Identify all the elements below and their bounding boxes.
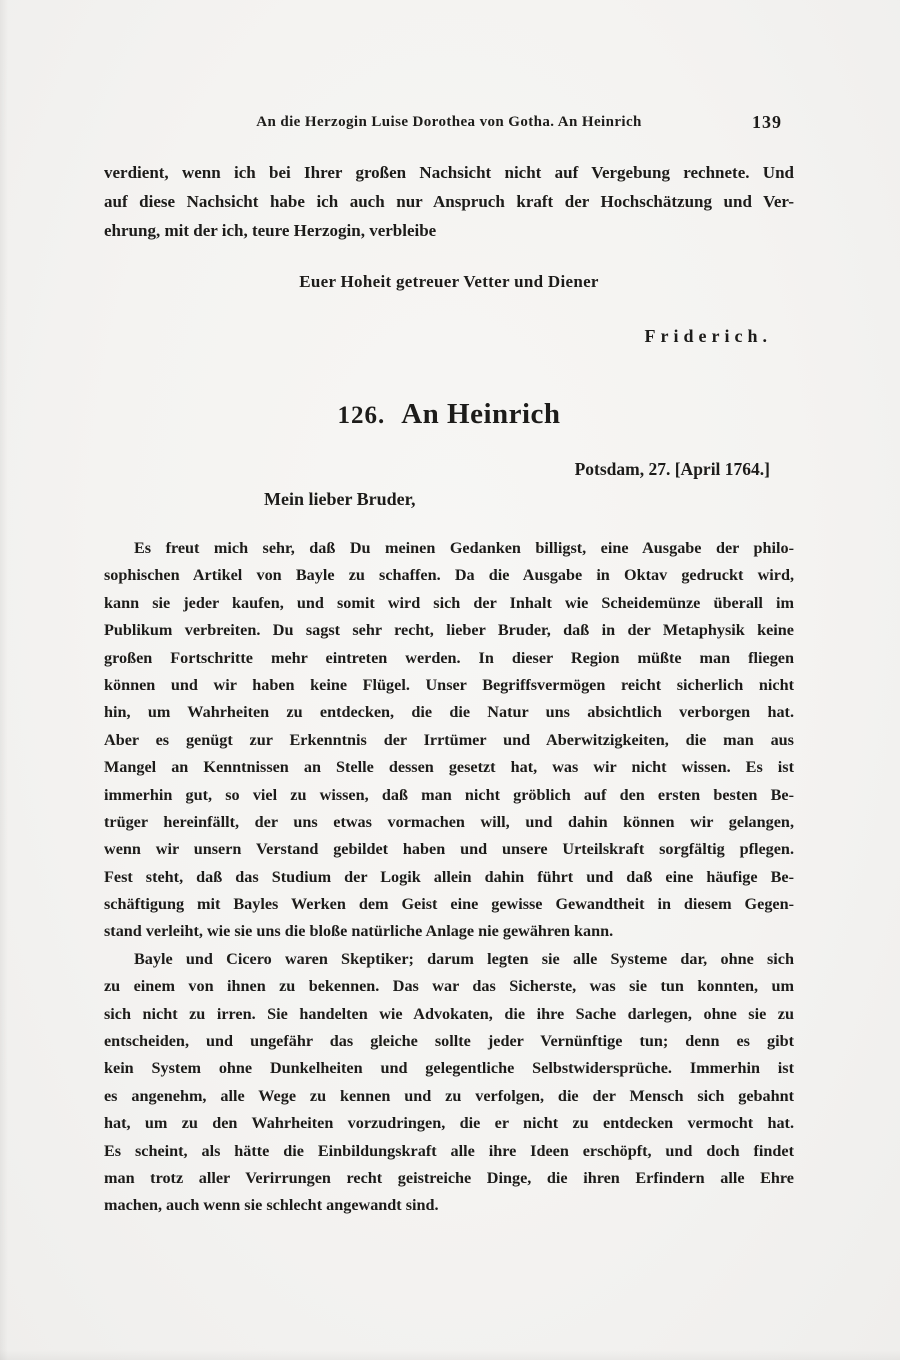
text-line: immerhin gut, so viel zu wissen, daß man nicht gröblich auf den ersten besten Be- <box>104 785 794 804</box>
letter-number: 126. <box>337 402 386 429</box>
text-line: können und wir haben keine Flügel. Unser Begriffsvermögen reicht sicherlich nicht <box>104 675 794 694</box>
text-line: Fest steht, daß das Studium der Logik allein dahin führt und daß eine häufige Be- <box>104 867 794 886</box>
text-line: man trotz aller Verirrungen recht geistreiche Dinge, die ihren Erfindern alle Ehre <box>104 1168 794 1187</box>
text-line: machen, auch wenn sie schlecht angewandt sind. <box>104 1196 439 1215</box>
text-line: kann sie jeder kaufen, und somit wird sich der Inhalt wie Scheidemünze überall im <box>104 593 794 612</box>
text-line: Es freut mich sehr, daß Du meinen Gedanken billigst, eine Ausgabe der philo- <box>134 539 794 557</box>
salutation: Mein lieber Bruder, <box>264 489 416 509</box>
text-line: großen Fortschritte mehr eintreten werden. In dieser Region müßte man fliegen <box>104 648 794 667</box>
text-line: Bayle und Cicero waren Skeptiker; darum legten sie alle Systeme dar, ohne sich <box>134 949 794 968</box>
text-line: Aber es genügt zur Erkenntnis der Irrtümer und Aberwitzigkeiten, die man aus <box>104 730 794 749</box>
previous-letter-closing <box>104 158 794 245</box>
text-line: Publikum verbreiten. Du sagst sehr recht, lieber Bruder, daß in der Metaphysik keine <box>104 621 794 640</box>
signature: Friderich. <box>644 326 772 346</box>
page-number: 139 <box>752 112 782 132</box>
text-line: es angenehm, alle Wege zu kennen und zu verfolgen, die der Mensch sich gebahnt <box>104 1086 794 1105</box>
text-line: Es scheint, als hätte die Einbildungskraft alle ihre Ideen erschöpft, und doch findet <box>104 1141 794 1160</box>
text-line: entscheiden, und ungefähr das gleiche sollte jeder Vernünftige tun; denn es gibt <box>104 1032 794 1051</box>
text-line: kein System ohne Dunkelheiten und gelegentliche Selbstwidersprüche. Immerhin ist <box>104 1059 794 1078</box>
letter-heading <box>104 398 794 431</box>
letter-title: An Heinrich <box>401 398 561 430</box>
valediction: Euer Hoheit getreuer Vetter und Diener <box>299 272 599 291</box>
text-line: sich nicht zu irren. Sie handelten wie Advokaten, die ihre Sache darlegen, ohne sie zu <box>104 1004 794 1023</box>
text-line: hat, um zu den Wahrheiten vorzudringen, die er nicht zu entdecken vermocht hat. <box>104 1114 794 1133</box>
text-line: hin, um Wahrheiten zu entdecken, die die Natur uns absichtlich verborgen hat. <box>104 703 794 722</box>
text-line: sophischen Artikel von Bayle zu schaffen. Da die Ausgabe in Oktav gedruckt wird, <box>104 566 794 585</box>
text-line: Mangel an Kenntnissen an Stelle dessen gesetzt hat, was wir nicht wissen. Es ist <box>104 758 794 777</box>
text-line: zu einem von ihnen zu bekennen. Das war das Sicherste, was sie tun konnten, um <box>104 977 794 996</box>
letter-body <box>104 535 794 1220</box>
text-line: auf diese Nachsicht habe ich auch nur Anspruch kraft der Hochschätzung und Ver- <box>104 192 794 211</box>
dateline: Potsdam, 27. [April 1764.] <box>574 459 770 479</box>
running-head: An die Herzogin Luise Dorothea von Gotha. An Heinrich <box>256 114 642 130</box>
text-line: trüger hereinfällt, der uns etwas vormachen will, und dahin können wir gelangen, <box>104 812 794 831</box>
text-line: ehrung, mit der ich, teure Herzogin, verbleibe <box>104 221 437 240</box>
text-line: verdient, wenn ich bei Ihrer großen Nachsicht nicht auf Vergebung rechnete. Und <box>104 163 794 182</box>
text-line: wenn wir unsern Verstand gebildet haben und unsere Urteilskraft sorgfältig pflegen. <box>104 840 794 859</box>
text-line: stand verleiht, wie sie uns die bloße natürliche Anlage nie gewähren kann. <box>104 922 614 941</box>
text-line: schäftigung mit Bayles Werken dem Geist eine gewisse Gewandtheit in diesem Gegen- <box>104 895 794 914</box>
